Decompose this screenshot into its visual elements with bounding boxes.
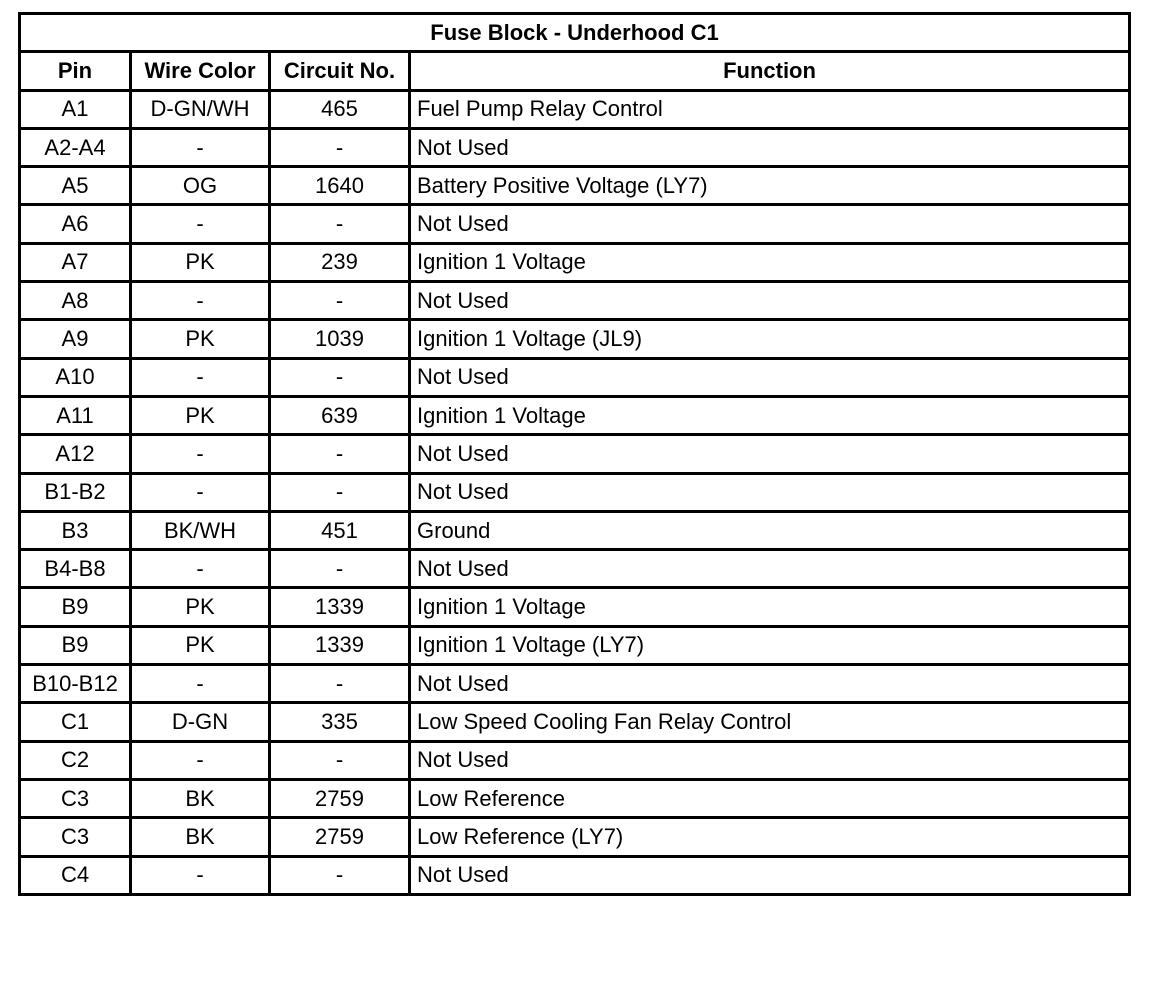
- circuit-cell: 451: [270, 511, 410, 549]
- pinout-table: [18, 12, 1131, 896]
- header-function: Function: [410, 52, 1130, 90]
- wire-color-cell: OG: [131, 167, 270, 205]
- table-row: [20, 741, 1130, 779]
- table-row: [20, 282, 1130, 320]
- circuit-cell: 1339: [270, 626, 410, 664]
- function-cell: Low Speed Cooling Fan Relay Control: [410, 703, 1130, 741]
- pin-cell: C2: [20, 741, 131, 779]
- wire-color-cell: PK: [131, 396, 270, 434]
- circuit-cell: 2759: [270, 779, 410, 817]
- circuit-cell: 1640: [270, 167, 410, 205]
- pin-cell: B9: [20, 626, 131, 664]
- function-cell: Not Used: [410, 205, 1130, 243]
- circuit-cell: -: [270, 358, 410, 396]
- table-row: [20, 779, 1130, 817]
- function-cell: Not Used: [410, 128, 1130, 166]
- table-row: [20, 626, 1130, 664]
- header-pin: Pin: [20, 52, 131, 90]
- circuit-cell: -: [270, 473, 410, 511]
- function-cell: Not Used: [410, 856, 1130, 894]
- circuit-cell: 1339: [270, 588, 410, 626]
- function-cell: Ignition 1 Voltage (LY7): [410, 626, 1130, 664]
- pin-cell: B4-B8: [20, 550, 131, 588]
- wire-color-cell: PK: [131, 243, 270, 281]
- wire-color-cell: -: [131, 856, 270, 894]
- circuit-cell: 239: [270, 243, 410, 281]
- circuit-cell: 465: [270, 90, 410, 128]
- pin-cell: A10: [20, 358, 131, 396]
- circuit-cell: -: [270, 205, 410, 243]
- circuit-cell: 2759: [270, 818, 410, 856]
- circuit-cell: -: [270, 128, 410, 166]
- table-row: [20, 665, 1130, 703]
- table-row: [20, 473, 1130, 511]
- wire-color-cell: BK: [131, 779, 270, 817]
- pin-cell: B1-B2: [20, 473, 131, 511]
- circuit-cell: -: [270, 856, 410, 894]
- wire-color-cell: PK: [131, 626, 270, 664]
- function-cell: Not Used: [410, 550, 1130, 588]
- pin-cell: A2-A4: [20, 128, 131, 166]
- function-cell: Not Used: [410, 282, 1130, 320]
- wire-color-cell: PK: [131, 588, 270, 626]
- function-cell: Low Reference: [410, 779, 1130, 817]
- wire-color-cell: BK: [131, 818, 270, 856]
- table-row: [20, 167, 1130, 205]
- wire-color-cell: -: [131, 473, 270, 511]
- table-row: [20, 856, 1130, 894]
- circuit-cell: 639: [270, 396, 410, 434]
- table-row: [20, 435, 1130, 473]
- table-row: [20, 243, 1130, 281]
- wire-color-cell: -: [131, 665, 270, 703]
- function-cell: Ignition 1 Voltage: [410, 243, 1130, 281]
- table-row: [20, 396, 1130, 434]
- function-cell: Not Used: [410, 358, 1130, 396]
- circuit-cell: -: [270, 282, 410, 320]
- pin-cell: A8: [20, 282, 131, 320]
- table-body: [20, 90, 1130, 894]
- table-row: [20, 550, 1130, 588]
- function-cell: Low Reference (LY7): [410, 818, 1130, 856]
- pin-cell: B9: [20, 588, 131, 626]
- circuit-cell: 335: [270, 703, 410, 741]
- pin-cell: A9: [20, 320, 131, 358]
- function-cell: Not Used: [410, 665, 1130, 703]
- table-row: [20, 588, 1130, 626]
- circuit-cell: -: [270, 435, 410, 473]
- header-row: [20, 52, 1130, 90]
- pin-cell: A11: [20, 396, 131, 434]
- wire-color-cell: -: [131, 282, 270, 320]
- table-row: [20, 703, 1130, 741]
- table-title: Fuse Block - Underhood C1: [20, 14, 1130, 52]
- title-row: [20, 14, 1130, 52]
- wire-color-cell: -: [131, 435, 270, 473]
- pin-cell: A1: [20, 90, 131, 128]
- pin-cell: A12: [20, 435, 131, 473]
- table-row: [20, 320, 1130, 358]
- pin-cell: A5: [20, 167, 131, 205]
- wire-color-cell: -: [131, 550, 270, 588]
- table-row: [20, 511, 1130, 549]
- table-row: [20, 818, 1130, 856]
- pin-cell: A6: [20, 205, 131, 243]
- wire-color-cell: BK/WH: [131, 511, 270, 549]
- table-row: [20, 205, 1130, 243]
- wire-color-cell: -: [131, 205, 270, 243]
- pin-cell: C3: [20, 779, 131, 817]
- table-row: [20, 90, 1130, 128]
- function-cell: Ground: [410, 511, 1130, 549]
- header-wire-color: Wire Color: [131, 52, 270, 90]
- function-cell: Not Used: [410, 435, 1130, 473]
- table-row: [20, 128, 1130, 166]
- wire-color-cell: PK: [131, 320, 270, 358]
- wire-color-cell: D-GN/WH: [131, 90, 270, 128]
- function-cell: Not Used: [410, 473, 1130, 511]
- circuit-cell: -: [270, 550, 410, 588]
- function-cell: Ignition 1 Voltage: [410, 396, 1130, 434]
- wire-color-cell: -: [131, 128, 270, 166]
- header-circuit-no: Circuit No.: [270, 52, 410, 90]
- function-cell: Fuel Pump Relay Control: [410, 90, 1130, 128]
- pin-cell: A7: [20, 243, 131, 281]
- function-cell: Ignition 1 Voltage: [410, 588, 1130, 626]
- wire-color-cell: -: [131, 358, 270, 396]
- circuit-cell: -: [270, 741, 410, 779]
- pin-cell: B10-B12: [20, 665, 131, 703]
- wire-color-cell: D-GN: [131, 703, 270, 741]
- function-cell: Not Used: [410, 741, 1130, 779]
- function-cell: Battery Positive Voltage (LY7): [410, 167, 1130, 205]
- wire-color-cell: -: [131, 741, 270, 779]
- circuit-cell: 1039: [270, 320, 410, 358]
- pin-cell: C1: [20, 703, 131, 741]
- pin-cell: B3: [20, 511, 131, 549]
- table-row: [20, 358, 1130, 396]
- pin-cell: C3: [20, 818, 131, 856]
- circuit-cell: -: [270, 665, 410, 703]
- pin-cell: C4: [20, 856, 131, 894]
- function-cell: Ignition 1 Voltage (JL9): [410, 320, 1130, 358]
